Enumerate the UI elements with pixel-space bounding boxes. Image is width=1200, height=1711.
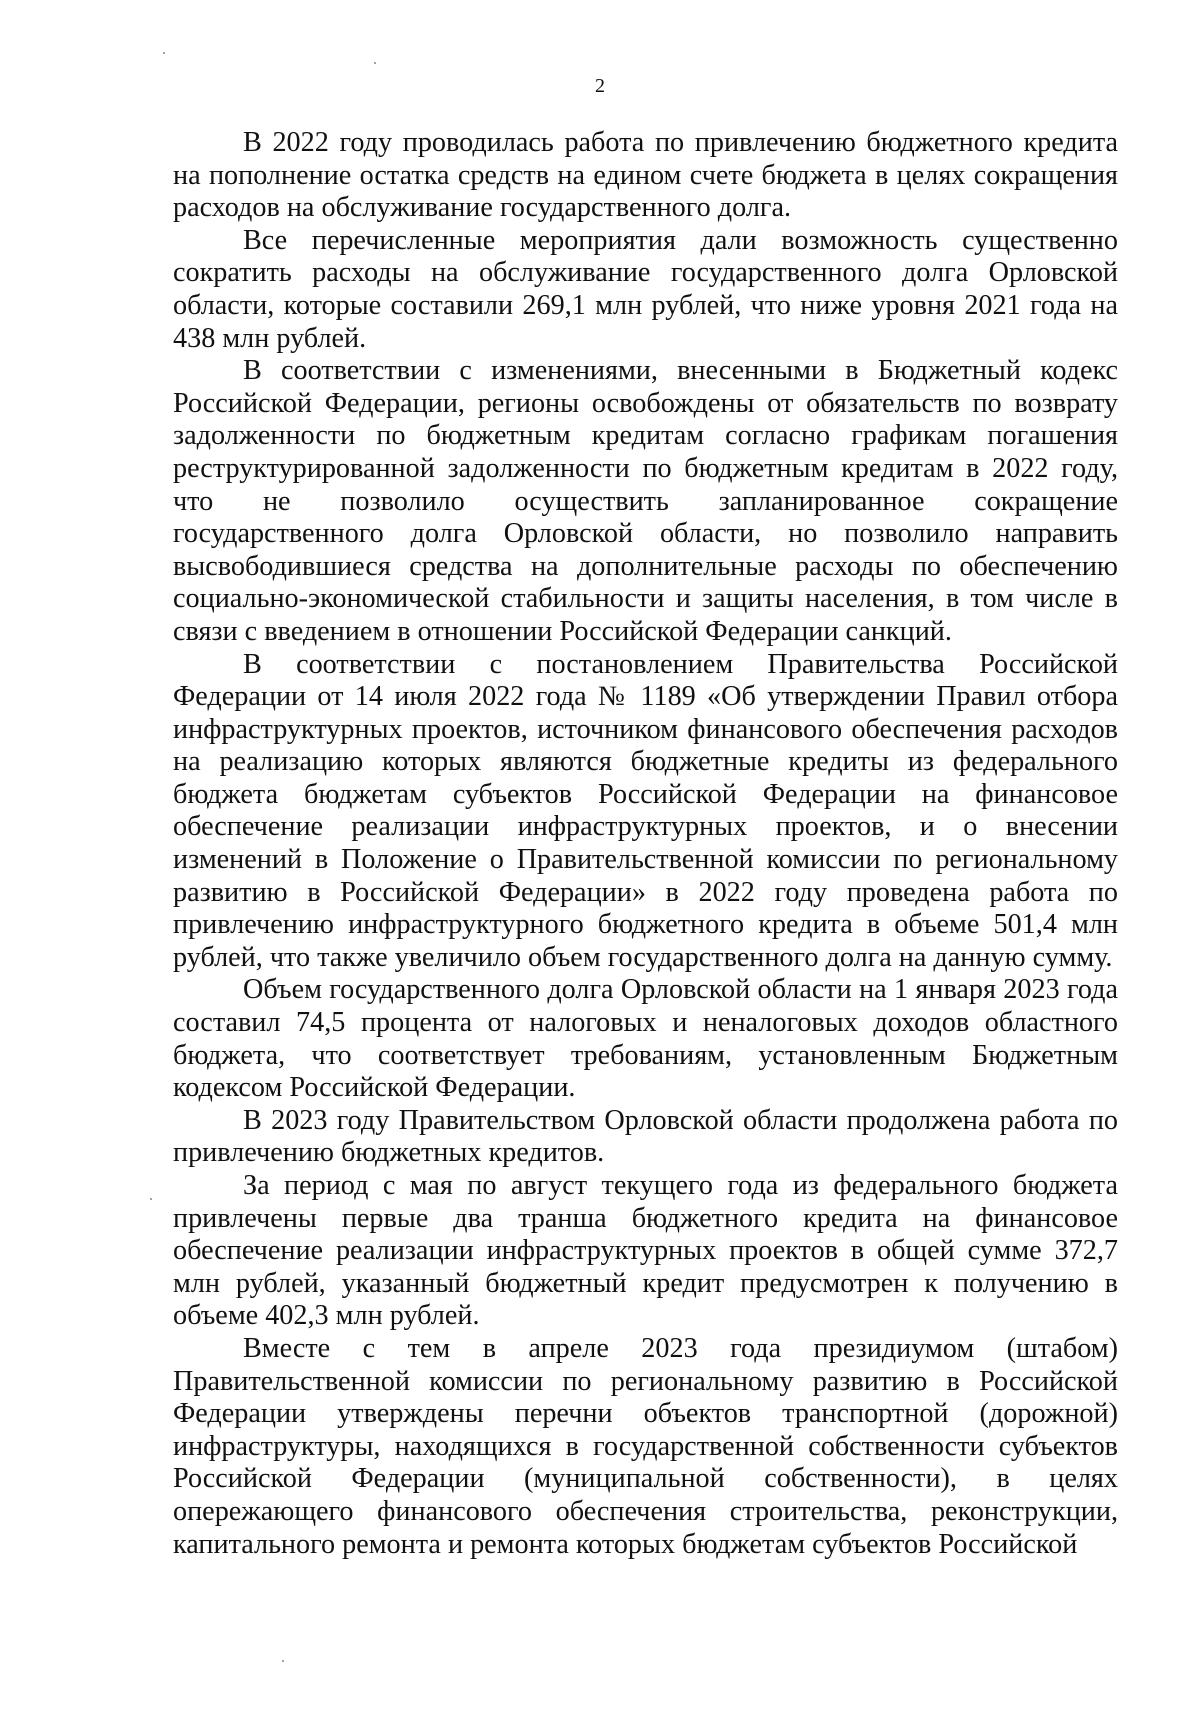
page-number: 2 [595, 75, 605, 97]
scan-speck [150, 1198, 152, 1200]
paragraph-budget-code-changes: В соответствии с изменениями, внесенными в Бюджетный кодекс Российской Федерации, регионы освобождены от обязательств по возврату задолженности по бюджетным кредитам согласно графикам погашения реструктурированной задолженности по бюджетным кредитам в 2022 году, что не позволило осуществить запланированное сокращение государственного долга Орловской области, но позволило направить высвободившиеся средства на дополнительные расходы по обеспечению социально-экономической стабильности и защиты населения, в том числе в связи с введением в отношении Российской Федерации санкций. [173, 355, 1118, 647]
scan-speck [374, 62, 376, 64]
scan-speck [163, 52, 165, 54]
paragraph-government-decree-1189: В соответствии с постановлением Правительства Российской Федерации от 14 июля 2022 года № 1189 «Об утверждении Правил отбора инфраструктурных проектов, источником финансового обеспечения расходов на реализацию которых являются бюджетные кредиты из федерального бюджета бюджетам субъектов Российской Федерации на финансовое обеспечение реализации инфраструктурных проектов, и о внесении изменений в Положение о Правительственной комиссии по региональному развитию в Российской Федерации» в 2022 году проведена работа по привлечению инфраструктурного бюджетного кредита в объеме 501,4 млн рублей, что также увеличило объем государственного долга на данную сумму. [173, 648, 1118, 973]
paragraph-loans-2023: В 2023 году Правительством Орловской области продолжена работа по привлечению бюджетных кредитов. [173, 1104, 1118, 1169]
document-body [173, 127, 1118, 1561]
scan-speck [282, 1660, 284, 1662]
paragraph-infrastructure-lists: Вместе с тем в апреле 2023 года президиумом (штабом) Правительственной комиссии по региональному развитию в Российской Федерации утверждены перечни объектов транспортной (дорожной) инфраструктуры, находящихся в государственной собственности субъектов Российской Федерации (муниципальной собственности), в целях опережающего финансового обеспечения строительства, реконструкции, капитального ремонта и ремонта которых бюджетам субъектов Российской [173, 1332, 1118, 1560]
paragraph-debt-volume: Объем государственного долга Орловской области на 1 января 2023 года составил 74,5 процента от налоговых и неналоговых доходов областного бюджета, что соответствует требованиям, установленным Бюджетным кодексом Российской Федерации. [173, 974, 1118, 1104]
paragraph-debt-service-expenses: Все перечисленные мероприятия дали возможность существенно сократить расходы на обслуживание государственного долга Орловской области, которые составили 269,1 млн рублей, что ниже уровня 2021 года на 438 млн рублей. [173, 224, 1118, 354]
paragraph-first-tranches: За период с мая по август текущего года из федерального бюджета привлечены первые два транша бюджетного кредита на финансовое обеспечение реализации инфраструктурных проектов в общей сумме 372,7 млн рублей, указанный бюджетный кредит предусмотрен к получению в объеме 402,3 млн рублей. [173, 1170, 1118, 1332]
paragraph-budget-loan-2022: В 2022 году проводилась работа по привлечению бюджетного кредита на пополнение остатка средств на едином счете бюджета в целях сокращения расходов на обслуживание государственного долга. [173, 127, 1118, 224]
